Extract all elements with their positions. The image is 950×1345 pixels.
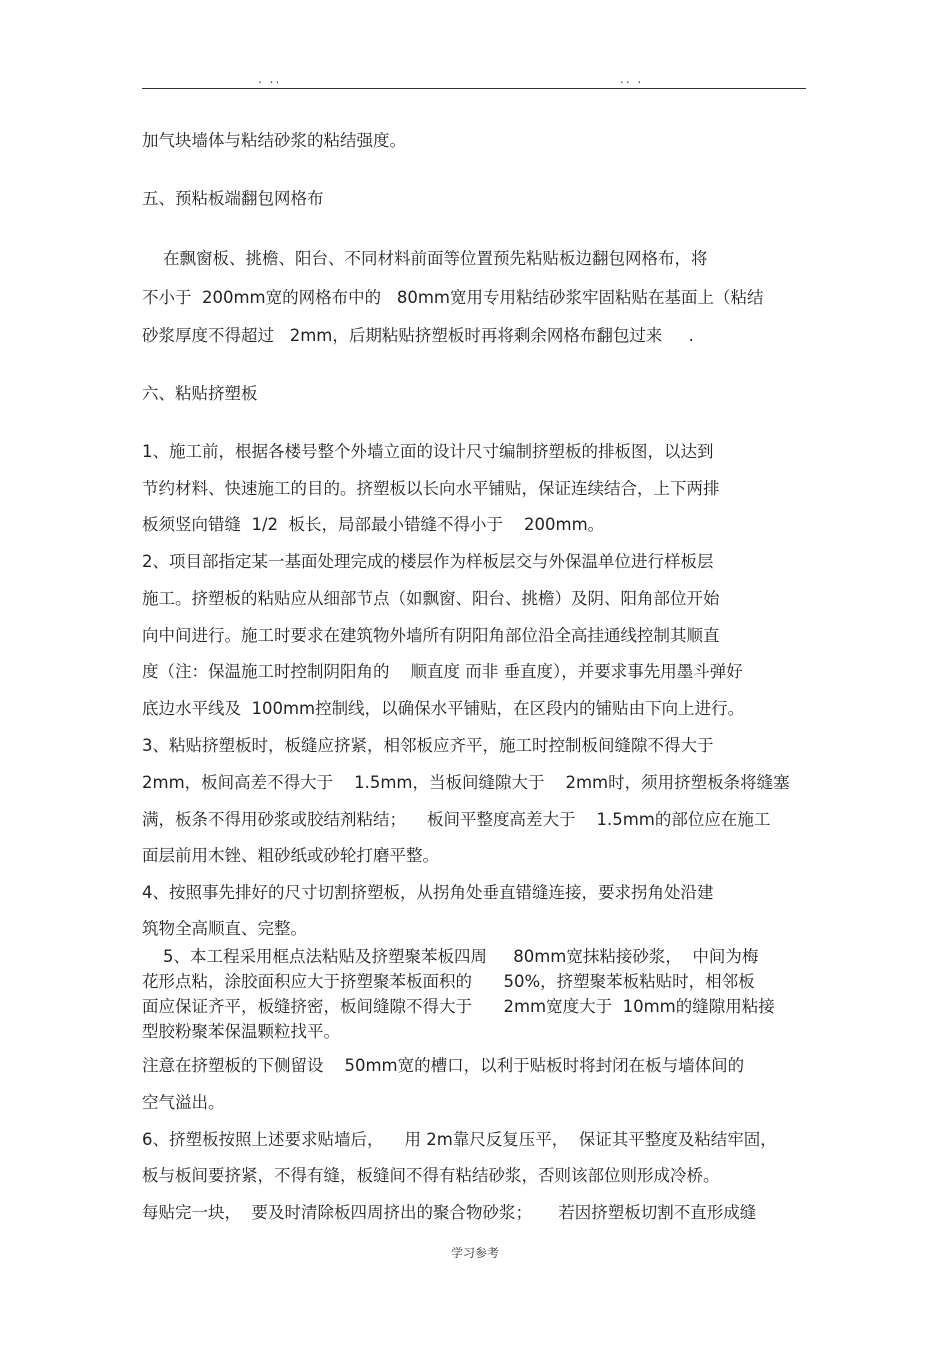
header-marks-left: . .. xyxy=(258,72,282,86)
text-line: 节约材料、快速施工的目的。挤塑板以长向水平铺贴，保证连续结合，上下两排 xyxy=(142,479,720,498)
text-line: 2、项目部指定某一基面处理完成的楼层作为样板层交与外保温单位进行样板层 xyxy=(142,552,714,571)
text-line: 加气块墙体与粘结砂浆的粘结强度。 xyxy=(142,131,406,150)
text-line: 型胶粉聚苯保温颗粒找平。 xyxy=(142,1022,340,1041)
header-rule xyxy=(142,88,806,89)
text-line: 板须竖向错缝 1/2 板长，局部最小错缝不得小于 200mm。 xyxy=(142,515,605,534)
text-line: 在飘窗板、挑檐、阳台、不同材料前面等位置预先粘贴板边翻包网格布，将 xyxy=(142,249,708,268)
text-line: 面层前用木锉、粗砂纸或砂轮打磨平整。 xyxy=(142,846,439,865)
text-line: 花形点粘，涂胶面积应大于挤塑聚苯板面积的 50%，挤塑聚苯板粘贴时，相邻板 xyxy=(142,972,755,991)
text-line: 注意在挤塑板的下侧留设 50mm宽的槽口，以利于贴板时将封闭在板与墙体间的 xyxy=(142,1056,745,1075)
header-marks-right: .. . xyxy=(620,72,644,86)
text-line: 3、粘贴挤塑板时，板缝应挤紧，相邻板应齐平，施工时控制板间缝隙不得大于 xyxy=(142,736,714,755)
text-line: 满，板条不得用砂浆或胶结剂粘结； 板间平整度高差大于 1.5mm的部位应在施工 xyxy=(142,810,771,829)
text-line: 底边水平线及 100mm控制线，以确保水平铺贴，在区段内的铺贴由下向上进行。 xyxy=(142,699,745,718)
section-heading: 六、粘贴挤塑板 xyxy=(142,384,258,403)
text-line: 每贴完一块， 要及时清除板四周挤出的聚合物砂浆； 若因挤塑板切割不直形成缝 xyxy=(142,1203,757,1222)
text-line: 1、施工前，根据各楼号整个外墙立面的设计尺寸编制挤塑板的排板图，以达到 xyxy=(142,442,714,461)
text-line: 不小于 200mm宽的网格布中的 80mm宽用专用粘结砂浆牢固粘贴在基面上（粘结 xyxy=(142,288,764,307)
text-line: 面应保证齐平，板缝挤密，板间缝隙不得大于 2mm宽度大于 10mm的缝隙用粘接 xyxy=(142,997,775,1016)
text-line: 板与板间要挤紧，不得有缝，板缝间不得有粘结砂浆，否则该部位则形成冷桥。 xyxy=(142,1166,720,1185)
section-heading: 五、预粘板端翻包网格布 xyxy=(142,189,324,208)
page-footer: 学习参考 xyxy=(450,1246,499,1260)
text-line: 5、本工程采用框点法粘贴及挤塑聚苯板四周 80mm宽抹粘接砂浆， 中间为梅 xyxy=(142,947,759,966)
text-line: 6、挤塑板按照上述要求贴墙后， 用 2m靠尺反复压平， 保证其平整度及粘结牢固， xyxy=(142,1130,777,1149)
text-line: 砂浆厚度不得超过 2mm，后期粘贴挤塑板时再将剩余网格布翻包过来 . xyxy=(142,326,694,345)
text-line: 2mm，板间高差不得大于 1.5mm，当板间缝隙大于 2mm时，须用挤塑板条将缝塞 xyxy=(142,773,790,792)
text-line: 施工。挤塑板的粘贴应从细部节点（如飘窗、阳台、挑檐）及阴、阳角部位开始 xyxy=(142,589,720,608)
text-line: 度（注：保温施工时控制阴阳角的 顺直度 而非 垂直度），并要求事先用墨斗弹好 xyxy=(142,662,743,681)
text-line: 4、按照事先排好的尺寸切割挤塑板，从拐角处垂直错缝连接，要求拐角处沿建 xyxy=(142,883,714,902)
text-line: 筑物全高顺直、完整。 xyxy=(142,919,307,938)
text-line: 空气溢出。 xyxy=(142,1093,225,1112)
text-line: 向中间进行。施工时要求在建筑物外墙所有阴阳角部位沿全高挂通线控制其顺直 xyxy=(142,626,720,645)
